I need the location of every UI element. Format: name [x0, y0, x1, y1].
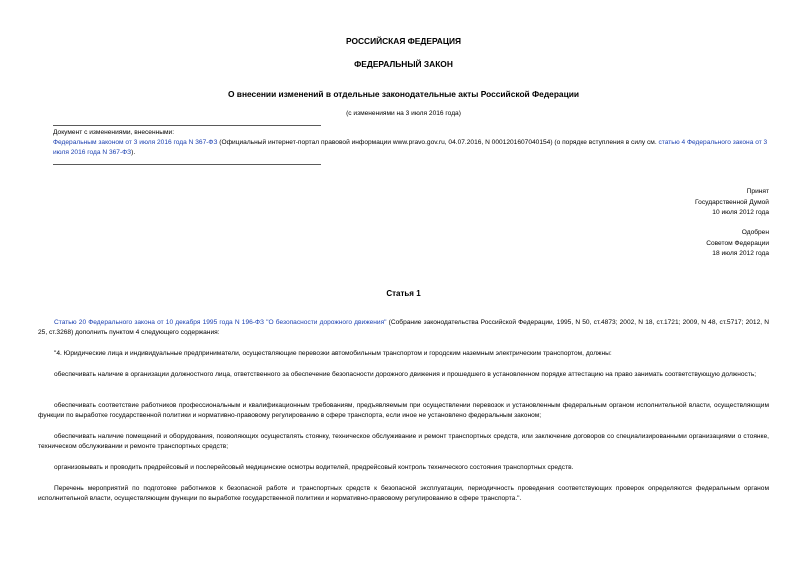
- changes-text-2: ).: [131, 149, 136, 156]
- amending-law-link[interactable]: Федеральным законом от 3 июля 2016 года N 367-ФЗ: [53, 139, 218, 146]
- adoption-council: [569, 228, 769, 260]
- changes-heading: Документ с изменениями, внесенными:: [53, 129, 175, 136]
- law-type-heading: ФЕДЕРАЛЬНЫЙ ЗАКОН: [354, 59, 453, 69]
- accepted-line-3: 10 июля 2012 года: [712, 209, 769, 216]
- changes-top-rule: [53, 125, 321, 126]
- article-title: Статья 1: [386, 289, 421, 298]
- revision-note: (с изменениями на 3 июля 2016 года): [346, 110, 461, 117]
- approved-line-1: Одобрен: [741, 229, 769, 236]
- paragraph-6: Перечень мероприятий по подготовке работников к безопасной работе и транспортных средств к безопасной эксплуатации, периодичность проведения соответствующих проверок определяются федеральным органом исполнительной власти, осуществляющим функции по выработке государственной политики и нормативно-правовому регулированию в сфере транспорта.".: [38, 485, 769, 502]
- article-intro: [38, 318, 769, 338]
- paragraph-4: обеспечивать наличие помещений и оборудования, позволяющих осуществлять стоянку, техническое обслуживание и ремонт транспортных средств, или заключение договоров со специализированными организациями о стоянке, техническом обслуживании и ремонте транспортных средств;: [38, 433, 769, 450]
- document-title: О внесении изменений в отдельные законодательные акты Российской Федерации: [227, 89, 580, 99]
- approved-line-2: Советом Федерации: [706, 239, 769, 247]
- changes-body: [53, 138, 769, 158]
- document-page: [38, 0, 769, 571]
- paragraph-5: организовывать и проводить предрейсовый и послерейсовый медицинские осмотры водителей, предрейсовый контроль технического состояния транспортных средств.: [54, 464, 574, 471]
- country-heading: РОССИЙСКАЯ ФЕДЕРАЦИЯ: [345, 36, 462, 46]
- paragraph-1: "4. Юридические лица и индивидуальные предприниматели, осуществляющие перевозки автомобильным транспортом и городским наземным электрическим транспортом, должны:: [54, 350, 612, 357]
- changes-text-1: (Официальный интернет-портал правовой информации www.pravo.gov.ru, 04.07.2016, N 0001201607040154) (о порядке вступления в силу см.: [217, 139, 659, 146]
- accepted-line-2: Государственной Думой: [695, 198, 769, 206]
- paragraph-2: обеспечивать наличие в организации должностного лица, ответственного за обеспечение безопасности дорожного движения и прошедшего в установленном порядке аттестацию на право занимать соответствующую должность;: [54, 371, 757, 378]
- adoption-duma: [569, 187, 769, 219]
- paragraph-3: обеспечивать соответствие работников профессиональным и квалификационным требованиям, предъявляемым при осуществлении перевозок и установленным федеральным органом исполнительной власти, осуществляющим функции по выработке государственной политики и нормативно-правовому регулированию в сфере транспорта, если иное не установлено федеральным законом;: [38, 402, 769, 419]
- changes-box: [53, 128, 769, 158]
- article-4-link[interactable]: статью 4 Федерального закона от 3 июля 2016 года N 367-ФЗ: [53, 139, 768, 156]
- article-intro-text: (Собрание законодательства Российской Федерации, 1995, N 50, ст.4873; 2002, N 18, ст.1721; 2009, N 48, ст.5717; 2012, N 25, ст.3268) дополнить пунктом 4 следующего содержания:: [38, 319, 769, 336]
- law-196-link[interactable]: Статью 20 Федерального закона от 10 декабря 1995 года N 196-ФЗ "О безопасности дорожного движения": [54, 319, 387, 326]
- changes-bottom-rule: [53, 164, 321, 165]
- approved-line-3: 18 июля 2012 года: [712, 250, 769, 257]
- accepted-line-1: Принят: [746, 188, 769, 195]
